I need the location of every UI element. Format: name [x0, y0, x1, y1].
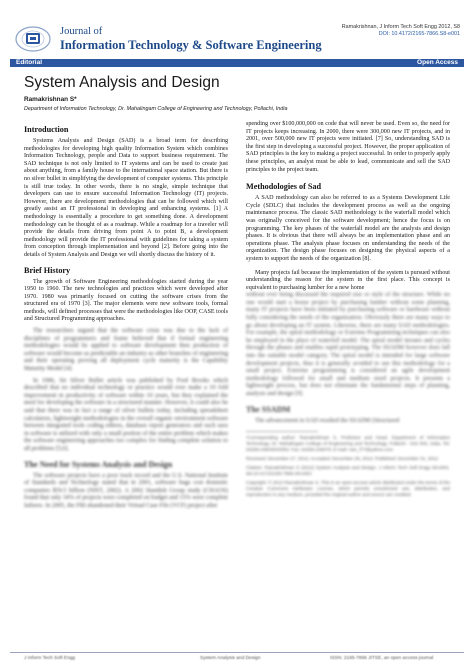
continued-paragraph: spending over $100,000,000 on code that will never be used. Even so, the need for IT projects keeps increasing. In 2000, there were 300,000 new IT projects, and in 2001, over 500,000 new IT projects were initiated. [7] So, understanding SAD is the first step in developing a successful project. However, the proper application of SAD principles is the key to making a project successful. In order to properly apply these principles, an analyst must be able to lead, communicate and sell the SAD principles to the project team.	[246, 121, 450, 173]
history-paragraph-2: The researchers argued that the software crisis was due to the lack of disciplines of programmers and frame believed that if formal engineering methodologies would be applied to software development then production of software would become as predictable an industry as other branches of engineering and their operating proving all deployment cycle maturity is the Capability Maturity Model [4].	[24, 328, 228, 373]
footer-issn: ISSN: 2165-7866 JITSE, an open access journal	[330, 656, 434, 661]
intro-paragraph: Systems Analysis and Design (SAD) is a broad term for describing methodologies for developing high quality Information System which combines Information Technology, people and Data to support business requirement. The SAD technique is not only limited to IT systems and can be used to create just about anything, from a family house to the international space station. But there is no silver bullet in simplifying the development of computer systems. This principle is still true today. In other words, there is no single, simple technique that developers can use to ensure successful Information Technology (IT) projects. However, there are development methodologies that can be followed which will greatly assist an IT professional in developing and enhancing systems. [1] A methodology is essentially a procedure to get something done. A development methodology can be thought of as a roadmap. While a roadmap for a traveler will provide the details from driving from point A to point B, a development methodology will provide the IT professional with guidelines for taking a system from conception through implementation and beyond [2]. Before going into the details of System Analysis and Design we will shortly discuss the history of it.	[24, 138, 228, 258]
history-paragraph-3: In 1986, Sir Silver Bullet article was published by Fred Brooks which described that no individual technology or practice would ever make a 10 fold improvement in productivity of software within 10 years, but they explained the need for developing the software in a structured manner. However, it could also be said that there was in fact a range of silver bullets today, including spreadsheet calculators, lightweight methodologies in the overall organic environment software between integrated tools coding editors, database report generators and such uses in software is utilized with only a small portion of the entire problem which makes the software engineering approaches too complex for finding complete solution to all problems [5,6].	[24, 377, 228, 452]
section-heading-ssadm: The SSADM	[246, 404, 291, 414]
author-name: Ramakrishnan S*	[24, 96, 77, 103]
left-column	[24, 121, 228, 511]
section-heading-need: The Need for Systems Analysis and Design	[24, 459, 173, 469]
footnote-divider	[246, 431, 318, 432]
footnote-citation: Citation: Ramakrishnan S (2012) System Analysis and Design. J Inform Tech Soft Engg S8:e001. doi:10.4172/2165-7866.S8-e001	[246, 465, 450, 477]
section-heading-introduction: Introduction	[24, 125, 69, 134]
citation-line: Ramakrishnan, J Inform Tech Soft Engg 2012, S8	[341, 24, 460, 30]
footnote-copyright: Copyright: © 2012 Ramakrishnan S. This is an open-access article distributed under the terms of the Creative Commons Attribution License, which permits unrestricted use, distribution, and reproduction in any medium, provided the original author and source are credited.	[246, 480, 450, 498]
right-column	[246, 121, 450, 501]
need-paragraph: The software projects have a poor track record and the U.S. National Institute of Standards and Technology stated that in 2001, software bugs cost domestic companies $59.5 billion (NIST, 2002). A 2002 Standish Group study (CHAOS) found that only 34% of projects were completed on budget and 15% were complete failures. In 2005, the FBI abandoned their Virtual Case File (VCF) project after	[24, 472, 228, 509]
article-type-label: Editorial	[16, 59, 43, 66]
open-access-label: Open Access	[417, 59, 458, 66]
footnote-dates: Received: December 27, 2012; Accepted: December 28, 2012; Published: December 31, 2012	[246, 456, 439, 462]
history-paragraph: The growth of Software Engineering methodologies started during the year 1950 to 1960. The new technologies and practices which were developed after 1970. 1980 was primarily focused on cutting the software crises from the structured era of 1970 [3]. The major elements were new software tools, formal methods, will defined processes that were the methodologies like OOP, CASE tools and Structured Programming approaches.	[24, 278, 228, 323]
journal-name: Information Technology & Software Engineering	[60, 38, 322, 52]
projects-paragraph-continued: without ever being discussed the required size or style of the structure. While no one would start a house project by purchasing lumber without some planning, many IT projects have been initiated by purchasing software or hardware without fully considering the needs of the organization. Obviously there are many ways to go about developing an IT system. Likewise, there are many SAD methodologies. For example, the spiral methodology or Extreme Programming techniques can also be employed in the place of waterfall model. The spiral model iterates and cycles through the phases and enables rapid prototyping. The SSADM however does fall into the suitable model category. The spiral model is intended for large software development projects, thus it is generally avoided to use this methodology for a small project. Extreme programming is considered an agile development methodology followed for small and medium sized projects. It presents a lightweight process, but does not eliminate the fundamental steps of planning, analysis and design [9].	[246, 292, 450, 397]
journal-prefix: Journal of	[60, 26, 103, 37]
footer-divider	[10, 652, 464, 653]
article-type-band	[10, 59, 464, 67]
article-title: System Analysis and Design	[24, 74, 220, 91]
projects-paragraph: Many projects fail because the implementation of the system is pursued without understanding the reason for the system in the first place. This concept is equivalent to purchasing lumber for a new home	[246, 269, 450, 291]
footnote-corresponding-author: *Corresponding author: Ramakrishnan S, Professor and Head, Department of Information Technology, Dr. Mahalingam College of Engineering and Technology, Pollachi - 642 003, India, Tel: 04259-236030/40/50; Fax: 04259-236070; E-mail: ram_f77@yahoo.com	[246, 435, 450, 453]
journal-header	[0, 0, 474, 58]
author-affiliation: Department of Information Technology, Dr. Mahalingam College of Engineering and Technology, Pollachi, India	[24, 106, 288, 112]
section-heading-history: Brief History	[24, 265, 71, 275]
citation-block	[342, 24, 460, 38]
footer-journal: J Inform Tech Soft Engg	[24, 656, 76, 661]
journal-logo-icon	[14, 24, 52, 54]
footer-title: System Analysis and Design	[200, 656, 261, 661]
doi-link[interactable]: DOI: 10.4172/2165-7866.S8-e001	[378, 31, 460, 37]
methodologies-paragraph: A SAD methodology can also be referred to as a Systems Development Life Cycle (SDLC) that includes the development process as well as the ongoing maintenance process. The classic SAD methodology is the waterfall model which was originally conceived for the software development; hence the focus is on programming. The key phases of the waterfall model are the analysis and design phases. It is obvious that there will always be an implementation phase and an operations phase. The analysis phase focuses on understanding the needs of the organization. The design phase focuses on designing the physical aspects of a system to support the needs of the organization [8].	[246, 195, 450, 262]
ssadm-paragraph: The advancement in SAD resulted the SSADM (Structured	[255, 417, 400, 424]
section-heading-methodologies: Methodologies of Sad	[246, 182, 322, 192]
